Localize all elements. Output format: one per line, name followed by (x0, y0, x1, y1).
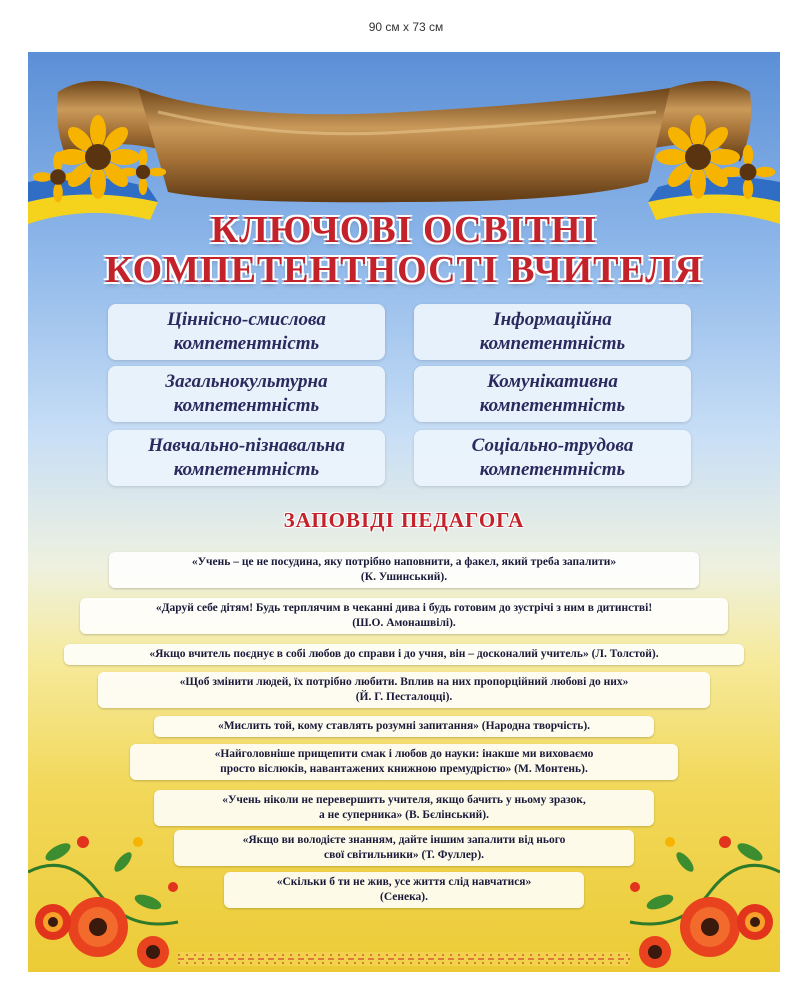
main-title (28, 210, 780, 290)
embroidery-border-icon (178, 952, 630, 966)
competence-name: Соціально-трудова (471, 435, 634, 456)
petrykivka-right-icon (630, 836, 780, 968)
quote-box (98, 672, 710, 708)
folk-ornament (28, 812, 780, 972)
quote-line: «Якщо вчитель поєднує в собі любов до справи і до учня, він – досконалий учитель» (Л. Толстой). (149, 648, 659, 660)
competence-name: Ціннісно-смислова (167, 309, 326, 330)
quote-line: «Щоб змінити людей, їх потрібно любити. Вплив на них пропорційний любові до них» (179, 676, 629, 688)
competence-word: компетентність (479, 333, 626, 354)
competence-name: Загальнокультурна (165, 371, 328, 392)
poster (28, 52, 780, 972)
competence-name: Інформаційна (493, 309, 612, 330)
competence-name: Комунікативна (487, 371, 618, 392)
scroll-ribbon-icon (57, 81, 752, 202)
competence-word: компетентність (173, 395, 320, 416)
competence-word: компетентність (173, 333, 320, 354)
main-title-line1: КЛЮЧОВІ ОСВІТНІ (210, 209, 598, 251)
competence-box (108, 304, 385, 360)
competence-name: Навчально-пізнавальна (148, 435, 345, 456)
quote-box (130, 744, 678, 780)
quote-line: «Скільки б ти не жив, усе життя слід навчатися» (276, 876, 532, 888)
quote-author: (Сенека). (379, 891, 429, 903)
competence-box (108, 366, 385, 422)
quote-author: (К. Ушинський). (360, 571, 448, 583)
competence-box (108, 430, 385, 486)
section-title: ЗАПОВІДІ ПЕДАГОГА (283, 508, 525, 532)
quote-line: «Даруй себе дітям! Будь терплячим в чеканні дива і будь готовим до зустрічі з ним в дитинстві! (155, 602, 653, 614)
competence-word: компетентність (479, 395, 626, 416)
quote-line: «Учень ніколи не перевершить учителя, якщо бачить у ньому зразок, (222, 794, 586, 806)
quote-author: (Ш.О. Амонашвілі). (352, 617, 456, 629)
quote-box (64, 644, 744, 665)
quote-author: свої світильники» (Т. Фуллер). (323, 849, 485, 861)
competence-box (414, 304, 691, 360)
quote-box (154, 716, 654, 737)
competence-box (414, 430, 691, 486)
quote-line: «Якщо ви володієте знанням, дайте іншим запалити від нього (242, 834, 566, 846)
quote-author: а не суперника» (В. Бєлінський). (318, 809, 489, 821)
petrykivka-left-icon (28, 836, 178, 968)
quote-box (80, 598, 728, 634)
quote-author: просто віслюків, навантажених книжною премудрістю» (М. Монтень). (220, 763, 588, 775)
quote-author: (Й. Г. Песталоцці). (355, 691, 453, 703)
quote-line: «Мислить той, кому ставлять розумні запитання» (Народна творчість). (217, 720, 591, 732)
quote-line: «Учень – це не посудина, яку потрібно наповнити, а факел, який треба запалити» (191, 556, 617, 568)
competence-box (414, 366, 691, 422)
competence-word: компетентність (479, 459, 626, 480)
main-title-line2: КОМПЕТЕНТНОСТІ ВЧИТЕЛЯ (104, 249, 704, 291)
size-label: 90 см х 73 см (368, 20, 444, 34)
competence-word: компетентність (173, 459, 320, 480)
quote-box (109, 552, 699, 588)
quote-line: «Найголовніше прищепити смак і любов до науки: інакше ми виховаємо (214, 748, 594, 760)
